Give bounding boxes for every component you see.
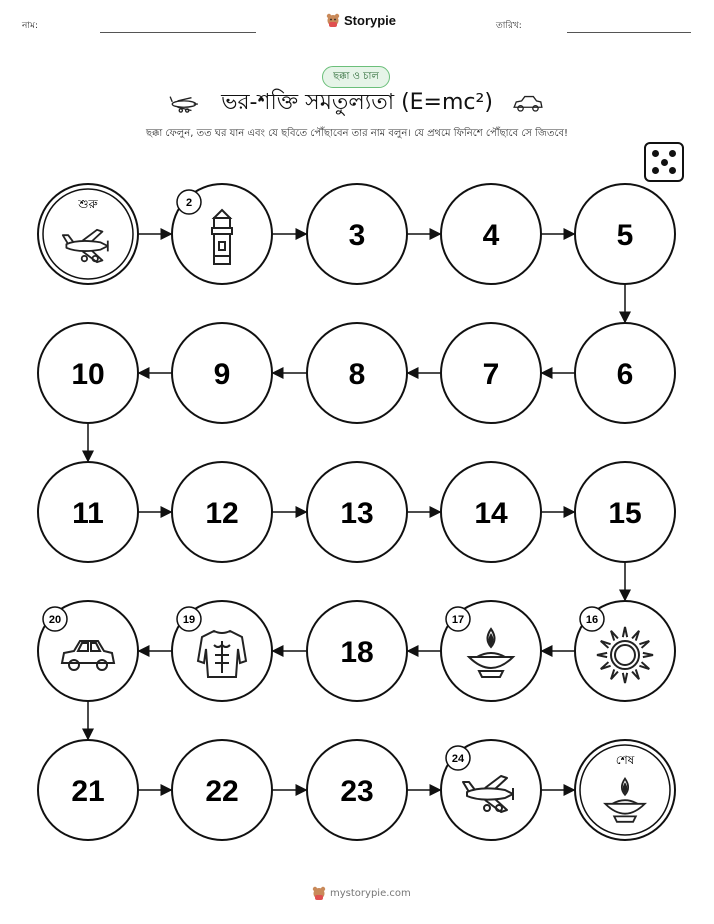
name-label: নাম: (22, 21, 39, 31)
board-cell-6[interactable] (575, 323, 675, 423)
cell-badge-number: 19 (182, 614, 196, 626)
board-cell-7[interactable] (441, 323, 541, 423)
board-cell-3[interactable] (307, 184, 407, 284)
board-cell-5[interactable] (575, 184, 675, 284)
page-title: ভর-শক্তি সমতুল্যতা (E=mc²) (221, 90, 493, 115)
board-cell-9[interactable] (172, 323, 272, 423)
cell-number: 18 (340, 636, 374, 669)
cell-badge-number: 20 (48, 614, 62, 626)
cell-number: 14 (474, 497, 508, 530)
cell-badge-number: 2 (185, 197, 193, 209)
cell-badge-number: 24 (451, 753, 465, 765)
cell-badge-number: 16 (585, 614, 599, 626)
board-cell-24[interactable] (441, 740, 541, 840)
cell-number: 9 (213, 358, 231, 391)
cell-number: 21 (71, 775, 105, 808)
board-cell-8[interactable] (307, 323, 407, 423)
board-cell-21[interactable] (38, 740, 138, 840)
board-cell-18[interactable] (307, 601, 407, 701)
brand-name: Storypie (344, 13, 397, 28)
cell-number: 6 (616, 358, 634, 391)
cell-number: 12 (205, 497, 239, 530)
board-cell-19[interactable] (172, 601, 272, 701)
footer (312, 886, 411, 901)
cell-number: 22 (205, 775, 239, 808)
board-cell-14[interactable] (441, 462, 541, 562)
cell-number: 15 (608, 497, 642, 530)
cell-number: 10 (71, 358, 105, 391)
board-cell-12[interactable] (172, 462, 272, 562)
cell-number: 3 (348, 219, 366, 252)
finish-cell[interactable] (575, 740, 675, 840)
board-cell-22[interactable] (172, 740, 272, 840)
board-cell-23[interactable] (307, 740, 407, 840)
board-cell-16[interactable] (575, 601, 675, 701)
bear-icon (312, 886, 326, 901)
cell-number: 8 (348, 358, 366, 391)
board-cell-13[interactable] (307, 462, 407, 562)
end-label: শেষ (615, 753, 635, 767)
board-cell-10[interactable] (38, 323, 138, 423)
cell-badge-number: 17 (451, 614, 465, 626)
start-cell[interactable] (38, 184, 138, 284)
instructions-text: ছক্কা ফেলুন, তত ঘর যান এবং যে ছবিতে পৌঁছাবেন তার নাম বলুন। যে প্রথমে ফিনিশে পৌঁছাবে সে জিতবে! (145, 128, 569, 139)
board-cell-20[interactable] (38, 601, 138, 701)
board-cell-15[interactable] (575, 462, 675, 562)
cell-number: 13 (340, 497, 374, 530)
board-cell-4[interactable] (441, 184, 541, 284)
cell-number: 7 (482, 358, 500, 391)
board-cell-2[interactable] (172, 184, 272, 284)
board-cell-17[interactable] (441, 601, 541, 701)
cell-number: 11 (72, 497, 104, 530)
cell-number: 4 (482, 219, 500, 252)
date-label: তারিখ: (496, 21, 522, 31)
game-type-badge: ছক্কা ও চাল (322, 66, 390, 88)
footer-url[interactable]: mystorypie.com (330, 888, 411, 899)
start-label: শুরু (78, 197, 98, 211)
cell-number: 23 (340, 775, 374, 808)
board-cell-11[interactable] (38, 462, 138, 562)
cell-number: 5 (616, 219, 634, 252)
